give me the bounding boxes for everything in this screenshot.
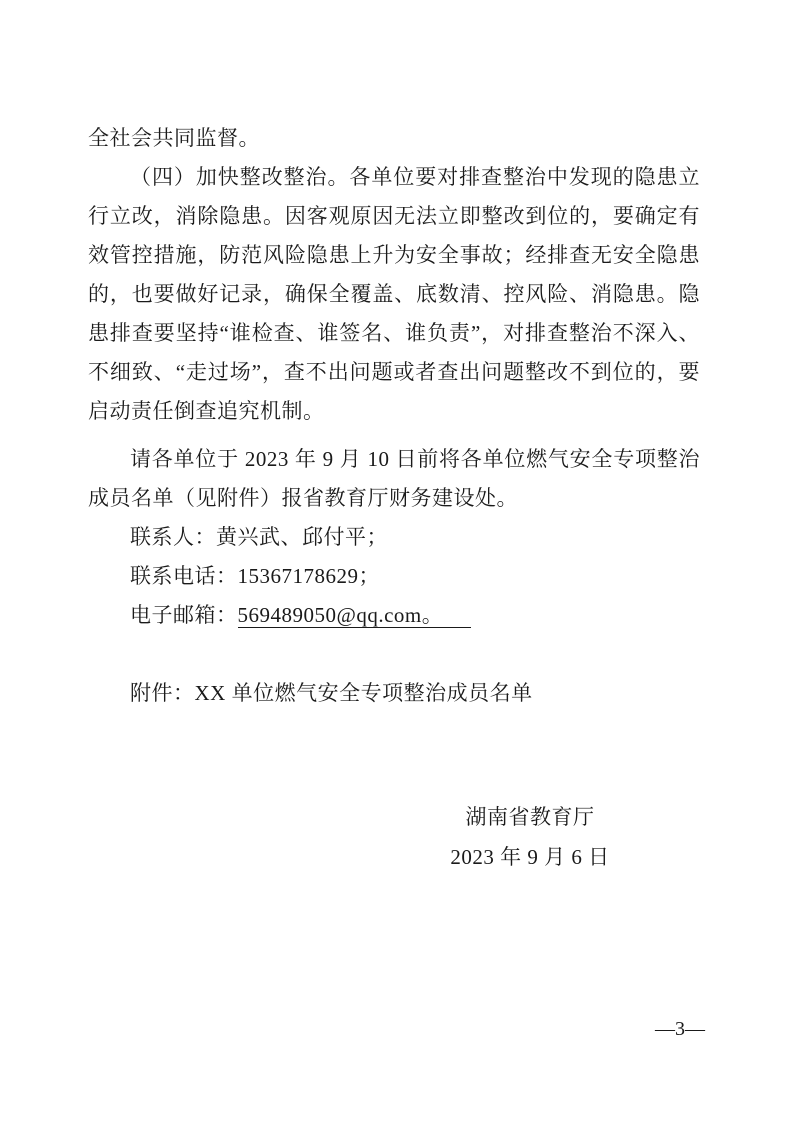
document-line: 患排查要坚持“谁检查、谁签名、谁负责”，对排查整治不深入、 [88, 321, 700, 345]
contact-phone-line: 联系电话：15367178629； [130, 564, 380, 588]
signer-organization: 湖南省教育厅 [465, 805, 595, 829]
page-number: —3— [655, 1018, 705, 1040]
document-line: 全社会共同监督。 [88, 126, 260, 150]
document-line: 启动责任倒查追究机制。 [88, 399, 325, 423]
document-line: 效管控措施，防范风险隐患上升为安全事故；经排查无安全隐患 [88, 243, 700, 267]
document-line: 不细致、“走过场”，查不出问题或者查出问题整改不到位的，要 [88, 360, 700, 384]
email-label: 电子邮箱： [130, 603, 238, 627]
document-line: 的，也要做好记录，确保全覆盖、底数清、控风险、消隐患。隐 [88, 282, 700, 306]
signature-date: 2023 年 9 月 6 日 [450, 845, 610, 869]
contact-person-line: 联系人：黄兴武、邱付平； [130, 525, 388, 549]
document-line: 请各单位于 2023 年 9 月 10 日前将各单位燃气安全专项整治 [130, 447, 700, 471]
document-body [88, 119, 700, 713]
email-address: 569489050@qq.com。 [238, 603, 472, 628]
signature-block [398, 797, 662, 877]
contact-email-line [88, 596, 700, 635]
attachment-line: 附件：XX 单位燃气安全专项整治成员名单 [130, 681, 533, 705]
document-line: 成员名单（见附件）报省教育厅财务建设处。 [88, 486, 518, 510]
document-line: 行立改，消除隐患。因客观原因无法立即整改到位的，要确定有 [88, 204, 700, 228]
document-line: （四）加快整改整治。各单位要对排查整治中发现的隐患立 [130, 165, 700, 189]
